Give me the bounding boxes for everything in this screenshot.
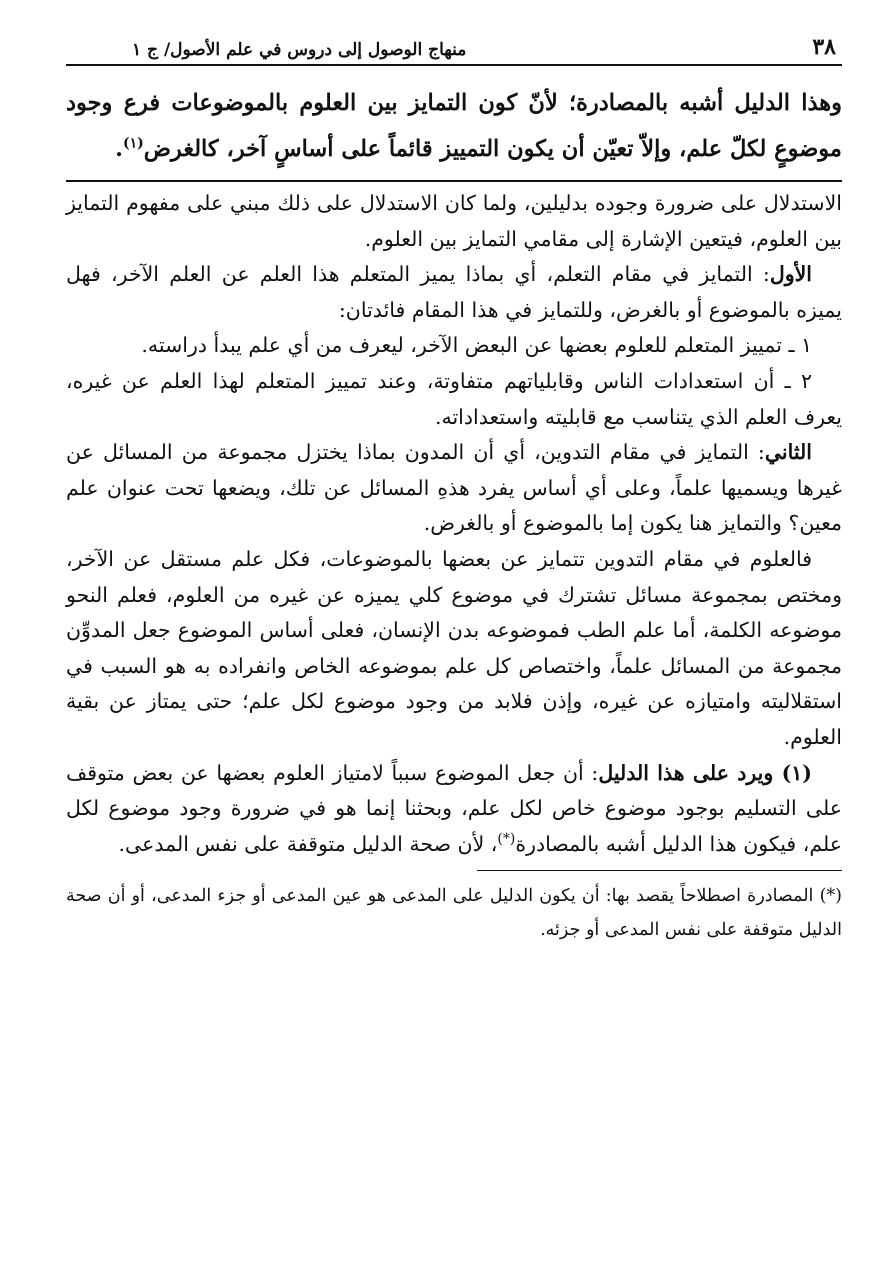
page-header (66, 32, 842, 66)
second-station-label: الثاني (764, 440, 812, 465)
first-station-text: : التمايز في مقام التعلم، أي بماذا يميز المتعلم هذا العلم عن العلم الآخر، فهل يميزه بالموضوع أو بالغرض، وللتمايز في هذا المقام فائدتان: (66, 262, 842, 322)
main-paragraph-end: . (115, 136, 123, 162)
benefit-item-1: ١ ـ تمييز المتعلم للعلوم بعضها عن البعض الآخر، ليعرف من أي علم يبدأ دراسته. (141, 333, 812, 358)
main-paragraph (66, 80, 842, 172)
second-station (66, 435, 842, 542)
page-number: ٣٨ (812, 34, 836, 60)
objection-text-a: : أن جعل الموضوع سبباً لامتياز العلوم بعضها عن بعض متوقف على التسليم بوجود موضوع خاص لكل علم، وبحثنا إنما هو في ضرورة وجود موضوع لكل علم، فيكون هذا الدليل أشبه بالمصادرة (66, 760, 842, 856)
book-page (66, 32, 842, 1284)
second-station-text: : التمايز في مقام التدوين، أي أن المدون بماذا يختزل مجموعة من المسائل عن غيرها ويسميها علماً، وعلى أي أساس يفرد هذهِ المسائل عن تلك، ويضعها تحت عنوان علم معين؟ والتمايز هنا يكون إما بالموضوع أو بالغرض. (66, 440, 842, 536)
commentary-intro: الاستدلال على ضرورة وجوده بدليلين، ولما كان الاستدلال على ذلك مبني على مفهوم التمايز بين العلوم، فيتعين الإشارة إلى مقامي التمايز بين العلوم. (66, 191, 842, 251)
first-station (66, 257, 842, 328)
objection-text-b: ، لأن صحة الدليل متوقفة على نفس المدعى. (118, 831, 498, 856)
benefit-item-2: ٢ ـ أن استعدادات الناس وقابلياتهم متفاوتة، وعند تمييز المتعلم لهذا العلم عن غيره، يعرف العلم الذي يتناسب مع قابليته واستعداداته. (66, 368, 842, 429)
running-title: منهاج الوصول إلى دروس في علم الأصول/ ج ١ (132, 40, 467, 60)
commentary-divider (66, 180, 842, 182)
main-paragraph-text: وهذا الدليل أشبه بالمصادرة؛ لأنّ كون التمايز بين العلوم بالموضوعات فرع وجود موضوعٍ لكلّ علم، وإلاّ تعيّن أن يكون التمييز قائماً على أساسٍ آخر، كالغرض (66, 90, 842, 162)
objection-label: (١) ويرد على هذا الدليل (598, 760, 812, 785)
objection-footnote-reference: (*) (497, 830, 516, 847)
footnote: (*) المصادرة اصطلاحاً يقصد بها: أن يكون الدليل على المدعى هو عين المدعى أو جزء المدعى، أو أن صحة الدليل متوقفة على نفس المدعى أو جزئه. (66, 886, 842, 941)
footnote-reference: (١) (122, 135, 144, 152)
sciences-paragraph: فالعلوم في مقام التدوين تتمايز عن بعضها بالموضوعات، فكل علم مستقل عن الآخر، ومختص بمجموعة مسائل تشترك في موضوع كلي يميزه عن غيره من العلوم، فعلم النحو موضوعه الكلمة، أما علم الطب فموضوعه بدن الإنسان، فعلى أساس الموضوع جعل المدوِّن مجموعة من المسائل علماً، واختصاص كل علم بموضوعه الخاص وانفراده به هو السبب في استقلاليته وامتيازه عن غيره، وإذن فلابد من وجود موضوع لكل علم؛ حتى يمتاز عن بقية العلوم. (66, 546, 842, 749)
main-text (66, 80, 842, 172)
commentary (66, 186, 842, 862)
footnote-rule (477, 870, 842, 871)
objection-paragraph (66, 756, 842, 863)
first-station-label: الأول (769, 262, 812, 287)
